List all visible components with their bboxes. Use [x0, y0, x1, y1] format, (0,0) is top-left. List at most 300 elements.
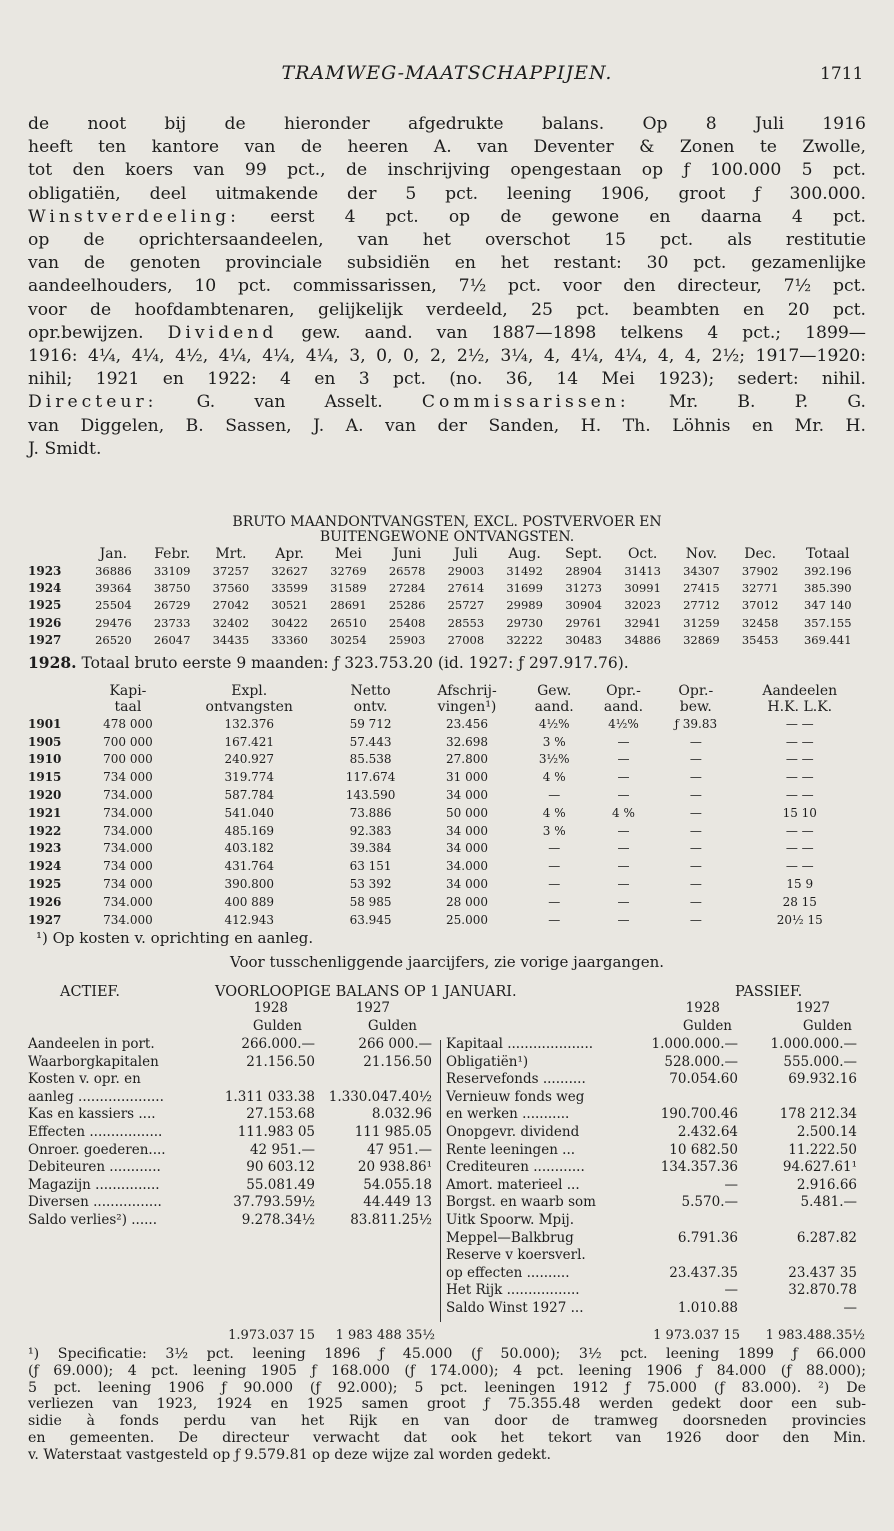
table-row — [28, 614, 866, 631]
table-row — [28, 562, 866, 579]
actief-item: Kosten v. opr. en — [28, 1071, 141, 1088]
passief-1927: 94.627.61¹ — [782, 1159, 857, 1176]
cell-value: 85.538 — [349, 752, 392, 767]
cell-value: 3½% — [538, 752, 570, 767]
row-year: 1924 — [28, 859, 62, 874]
cell-value: — — [548, 877, 561, 892]
passief-1927 — [745, 1247, 857, 1265]
cell-value: 34 000 — [446, 788, 489, 803]
cell-value: 29730 — [506, 615, 543, 630]
balance-title: VOORLOOPIGE BALANS OP 1 JANUARI. — [215, 984, 517, 1000]
passief-item: Reserve v koersverl. — [446, 1247, 586, 1264]
cell-value: 347 140 — [803, 598, 852, 613]
cell-value: — — [617, 859, 630, 874]
actief-item: Saldo verlies²) ...... — [28, 1211, 158, 1228]
actief-1927: 8.032.96 — [371, 1106, 432, 1123]
cell-value: 31 000 — [446, 770, 489, 785]
cell-value: 23.456 — [446, 716, 489, 731]
passief-item: Kapitaal .................... — [446, 1036, 594, 1052]
passief-1927 — [745, 1089, 857, 1107]
cell-value: 26578 — [388, 563, 426, 578]
cell-value: 25.000 — [446, 912, 489, 927]
passief-1928 — [638, 1212, 738, 1230]
cell-value: 37560 — [212, 580, 250, 595]
cell-value: 734.000 — [103, 841, 153, 856]
table-row — [28, 911, 866, 929]
actief-1928 — [210, 1071, 315, 1089]
cell-value: 31413 — [624, 563, 661, 578]
cell-value: — — — [785, 770, 814, 785]
footnote-1: ¹) Op kosten v. oprichting en aanleg. — [36, 929, 314, 947]
cell-value: 59 712 — [349, 716, 392, 731]
passief-1928-values — [638, 1036, 738, 1318]
cell-value: 26520 — [95, 632, 132, 647]
passief-1927: 32.870.78 — [788, 1282, 857, 1299]
cell-value: 32.698 — [446, 734, 489, 749]
cell-value: — — [548, 841, 561, 856]
month-header: Sept. — [565, 546, 603, 562]
passief-1927: 11.222.50 — [788, 1141, 857, 1158]
actief-1928: 1.311 033.38 — [224, 1088, 315, 1105]
actief-1927: 54.055.18 — [363, 1176, 432, 1193]
cell-value: 385.390 — [803, 580, 852, 595]
row-year: 1923 — [28, 841, 62, 856]
cell-value: 39364 — [95, 580, 132, 595]
paragraph-line: van de genoten provinciale subsidiën en het restant: 30 pct. gezamenlijke — [28, 253, 866, 274]
month-header: Aug. — [508, 546, 541, 562]
cell-value: 25727 — [447, 598, 485, 613]
cell-value: — — [617, 841, 630, 856]
table-row — [28, 804, 866, 822]
cell-value: — — [617, 894, 630, 909]
actief-1928: 111.983 05 — [237, 1123, 315, 1140]
column-header-line: Netto — [350, 683, 391, 699]
column-header — [520, 683, 589, 715]
row-year: 1921 — [28, 805, 62, 820]
cell-value: 35453 — [741, 632, 779, 647]
cell-value: 39.384 — [349, 841, 392, 856]
cell-value: 31699 — [506, 580, 543, 595]
cell-value: — — — [785, 823, 814, 838]
actief-1927: 111 985.05 — [354, 1123, 432, 1140]
table-row — [28, 893, 866, 911]
row-year: 1905 — [28, 734, 62, 749]
cell-value: 23733 — [153, 615, 191, 630]
actief-item: Aandeelen in port. — [28, 1036, 155, 1052]
cell-value: 167.421 — [224, 734, 275, 749]
bruto-maandontvangsten-table — [28, 546, 866, 648]
cell-value: 403.182 — [224, 841, 275, 856]
right-gulden-2: Gulden — [802, 1018, 852, 1034]
actief-1927: 20 938.86¹ — [357, 1159, 432, 1176]
actief-1928: 55.081.49 — [246, 1176, 315, 1193]
paragraph-line: nihil; 1921 en 1922: 4 en 3 pct. (no. 36, 14 Mei 1923); sedert: nihil. — [28, 369, 866, 390]
cell-value: ƒ 39.83 — [674, 716, 718, 731]
column-header — [84, 683, 172, 715]
cell-value: — — [689, 752, 702, 767]
cell-value: 700 000 — [103, 752, 153, 767]
row-year: 1920 — [28, 788, 62, 803]
cell-value: — — — [785, 752, 814, 767]
passief-labels — [446, 1036, 642, 1318]
cell-value: 4 % — [542, 770, 566, 785]
cell-value: — — [689, 859, 702, 874]
table-row — [28, 768, 866, 786]
passief-1928: — — [724, 1176, 738, 1193]
actief-item: aanleg .................... — [28, 1088, 164, 1105]
cell-value: — — [617, 877, 630, 892]
cell-value: 32222 — [506, 632, 543, 647]
cell-value: 27008 — [447, 632, 485, 647]
passief-1927: 23.437 35 — [788, 1264, 857, 1281]
month-header: Jan. — [99, 546, 128, 562]
cell-value: 33109 — [153, 563, 191, 578]
cell-value: 32627 — [271, 563, 308, 578]
cell-value: 29989 — [506, 598, 543, 613]
cell-value: 734.000 — [103, 912, 153, 927]
table-row — [28, 786, 866, 804]
cell-value: 25408 — [388, 615, 426, 630]
passief-item: Uitk Spoorw. Mpij. — [446, 1211, 574, 1228]
column-header-line: Opr.- — [678, 683, 714, 699]
passief-item: Het Rijk ................. — [446, 1282, 580, 1299]
column-header-line: aand. — [534, 699, 574, 715]
cell-value: 132.376 — [224, 716, 275, 731]
actief-item: Magazijn ............... — [28, 1176, 160, 1193]
cell-value: 28904 — [565, 563, 602, 578]
cell-value: — — [548, 894, 561, 909]
cell-value: 33360 — [271, 632, 308, 647]
total-1928-text: Totaal bruto eerste 9 maanden: ƒ 323.753.20 (id. 1927: ƒ 297.917.76). — [81, 654, 629, 672]
paragraph-line: 1916: 4¼, 4¼, 4½, 4¼, 4¼, 4¼, 3, 0, 0, 2, 2½, 3¼, 4, 4¼, 4¼, 4, 4, 2½; 1917—1920: — [28, 346, 866, 367]
actief-1927-values — [320, 1036, 432, 1230]
cell-value: 31492 — [506, 563, 543, 578]
cell-value: 15 10 — [782, 805, 817, 820]
cell-value: — — [689, 823, 702, 838]
cell-value: 28 000 — [446, 894, 489, 909]
passief-item: Rente leeningen ... — [446, 1141, 576, 1158]
actief-item: Kas en kassiers .... — [28, 1106, 156, 1123]
actief-1927: 47 951.— — [366, 1141, 432, 1158]
month-header: Apr. — [275, 546, 304, 562]
month-header: Nov. — [685, 546, 718, 562]
passief-item: Obligatiën¹) — [446, 1053, 529, 1070]
table-row — [28, 840, 866, 858]
cell-value: 4½% — [538, 716, 570, 731]
cell-value: 32402 — [212, 615, 250, 630]
month-header: Febr. — [154, 546, 191, 562]
cell-value: — — [689, 734, 702, 749]
passief-1928: 10 682.50 — [669, 1141, 738, 1158]
actief-1928: 27.153.68 — [246, 1106, 315, 1123]
month-header: Juni — [393, 546, 422, 562]
cell-value: 478 000 — [103, 716, 153, 731]
table-row — [28, 822, 866, 840]
passief-1927: 1.000.000.— — [770, 1036, 857, 1052]
cell-value: 31259 — [683, 615, 720, 630]
cell-value: — — — [785, 841, 814, 856]
actief-1928: 90 603.12 — [246, 1159, 315, 1176]
table-row — [28, 733, 866, 751]
cell-value: — — [689, 877, 702, 892]
cell-value: — — [617, 734, 630, 749]
row-year: 1901 — [28, 716, 62, 731]
row-year: 1922 — [28, 823, 62, 838]
cell-value: — — [617, 823, 630, 838]
cell-value: 734 000 — [103, 877, 153, 892]
passief-1927 — [745, 1212, 857, 1230]
cell-value: 27712 — [683, 598, 720, 613]
cell-value: 30991 — [624, 580, 661, 595]
cell-value: 431.764 — [224, 859, 275, 874]
cell-value: 32771 — [741, 580, 779, 595]
cell-value: 30521 — [271, 598, 308, 613]
cell-value: 400 889 — [224, 894, 275, 909]
month-header: Mei — [334, 546, 362, 562]
cell-value: 485.169 — [224, 823, 275, 838]
cell-value: — — [689, 805, 702, 820]
cell-value: 240.927 — [224, 752, 275, 767]
passief-item: Crediteuren ............ — [446, 1159, 585, 1176]
cell-value: 32941 — [624, 615, 661, 630]
paragraph-line: J. Smidt. — [28, 438, 102, 459]
column-header — [415, 683, 520, 715]
passief-1928: 5.570.— — [681, 1194, 738, 1211]
balance-footnotes — [28, 1346, 866, 1464]
passief-item: op effecten .......... — [446, 1264, 570, 1281]
cell-value: 27042 — [212, 598, 250, 613]
cell-value: 700 000 — [103, 734, 153, 749]
cell-value: 34 000 — [446, 877, 489, 892]
cell-value: 734.000 — [103, 823, 153, 838]
column-header-line: Afschrij- — [437, 683, 497, 699]
month-header: Juli — [454, 546, 478, 562]
passief-1928: — — [724, 1282, 738, 1299]
year-header — [28, 683, 84, 715]
cell-value: — — [548, 912, 561, 927]
column-header — [658, 683, 733, 715]
passief-item: Reservefonds .......... — [446, 1071, 586, 1088]
paragraph-line: Winstverdeeling: eerst 4 pct. op de gewone en daarna 4 pct. — [28, 206, 866, 227]
actief-1928: 37.793.59½ — [233, 1194, 315, 1211]
cell-value: 319.774 — [224, 770, 275, 785]
table-row — [28, 857, 866, 875]
cell-value: — — [689, 894, 702, 909]
passief-1927: 69.932.16 — [788, 1071, 857, 1088]
cell-value: 734.000 — [103, 894, 153, 909]
cell-value: 27284 — [388, 580, 426, 595]
footnote-line: verliezen van 1923, 1924 en 1925 samen groot ƒ 75.355.48 werden gedekt door een sub- — [28, 1396, 866, 1413]
cell-value: 58 985 — [349, 894, 392, 909]
cell-value: — — [548, 859, 561, 874]
cell-value: — — — [785, 788, 814, 803]
footnote-line: 5 pct. leening 1906 ƒ 90.000 (ƒ 92.000); 5 pct. leeningen 1912 ƒ 75.000 (ƒ 83.000). ²) De — [28, 1379, 866, 1396]
cell-value: 34307 — [683, 563, 720, 578]
running-header-title: TRAMWEG-MAATSCHAPPIJEN. — [281, 62, 613, 84]
bruto-table-subtitle: BUITENGEWONE ONTVANGSTEN. — [319, 529, 575, 545]
cell-value: 143.590 — [345, 788, 396, 803]
paragraph-line: Directeur: G. van Asselt. Commissarissen: Mr. B. P. G. — [28, 392, 866, 413]
table-row — [28, 579, 866, 596]
cell-value: 32769 — [330, 563, 367, 578]
cell-value: 57.443 — [349, 734, 392, 749]
passief-1928: 1.000.000.— — [651, 1036, 738, 1052]
cell-value: 4 % — [542, 805, 566, 820]
cell-value: 28553 — [447, 615, 485, 630]
table-row — [28, 597, 866, 614]
cell-value: — — [689, 912, 702, 927]
column-header-line: ontvangsten — [205, 699, 293, 715]
row-year: 1927 — [28, 632, 62, 647]
cell-value: 25903 — [388, 632, 426, 647]
cell-value: 734.000 — [103, 805, 153, 820]
actief-1927: 1.330.047.40½ — [328, 1088, 432, 1105]
cell-value: 734 000 — [103, 770, 153, 785]
actief-item: Onroer. goederen.... — [28, 1141, 166, 1158]
cell-value: 34 000 — [446, 823, 489, 838]
passief-1928: 6.791.36 — [677, 1229, 738, 1246]
passief-1928: 2.432.64 — [677, 1123, 738, 1140]
column-header-line: Expl. — [231, 683, 268, 699]
cell-value: 34 000 — [446, 841, 489, 856]
cell-value: 31589 — [330, 580, 367, 595]
paragraph-line: voor de hoofdambtenaren, gelijkelijk verdeeld, 25 pct. beambten en 20 pct. — [28, 299, 866, 320]
cell-value: 734.000 — [103, 788, 153, 803]
column-header — [327, 683, 415, 715]
cell-value: 20½ 15 — [776, 912, 823, 927]
actief-labels — [28, 1036, 218, 1230]
cell-value: 73.886 — [349, 805, 392, 820]
cell-value: 63.945 — [349, 912, 392, 927]
paragraph-line: aandeelhouders, 10 pct. commissarissen, 7½ pct. voor den directeur, 7½ pct. — [28, 276, 866, 297]
month-header: Dec. — [744, 546, 777, 562]
cell-value: — — — [785, 734, 814, 749]
cell-value: 3 % — [542, 734, 566, 749]
passief-item: Borgst. en waarb som — [446, 1194, 596, 1211]
cell-value: 36886 — [95, 563, 132, 578]
row-year: 1923 — [28, 563, 62, 578]
passief-1928: 190.700.46 — [660, 1106, 738, 1123]
actief-1927 — [320, 1071, 432, 1089]
passief-1928: 528.000.— — [664, 1053, 738, 1070]
passief-1928: 1.010.88 — [677, 1299, 738, 1316]
cell-value: — — — [785, 716, 814, 731]
passief-heading: PASSIEF. — [735, 984, 803, 1000]
paragraph-line: tot den koers van 99 pct., de inschrijving opengestaan op ƒ 100.000 5 pct. — [28, 160, 866, 181]
cell-value: 15 9 — [786, 877, 814, 892]
cell-value: 27.800 — [446, 752, 489, 767]
column-header-line: Gew. — [537, 683, 572, 699]
cell-value: 390.800 — [224, 877, 275, 892]
row-year: 1910 — [28, 752, 62, 767]
cell-value: 117.674 — [345, 770, 396, 785]
cell-value: 34435 — [212, 632, 250, 647]
row-year: 1925 — [28, 598, 62, 613]
cell-value: 28691 — [330, 598, 367, 613]
cell-value: 30422 — [271, 615, 308, 630]
cell-value: 25504 — [95, 598, 132, 613]
actief-item: Debiteuren ............ — [28, 1159, 161, 1176]
cell-value: — — [617, 752, 630, 767]
passief-total-1927: 1 983.488.35½ — [765, 1328, 865, 1343]
passief-1927-values — [745, 1036, 857, 1318]
cell-value: 26729 — [153, 598, 191, 613]
right-year-1: 1928 — [685, 1000, 720, 1016]
cell-value: 26510 — [330, 615, 367, 630]
cell-value: 587.784 — [224, 788, 275, 803]
passief-1927: 6.287.82 — [796, 1229, 857, 1246]
cell-value: 26047 — [153, 632, 191, 647]
paragraph-line: opr.bewijzen. Dividend gew. aand. van 1887—1898 telkens 4 pct.; 1899— — [28, 322, 866, 343]
actief-total-1927: 1 983 488 35½ — [335, 1328, 435, 1343]
actief-1928: 9.278.34½ — [241, 1211, 315, 1228]
footnote-line: en gemeenten. De directeur verwacht dat ook het tekort van 1926 door den Min. — [28, 1429, 866, 1446]
cell-value: — — [689, 770, 702, 785]
cell-value: 38750 — [153, 580, 191, 595]
year-header — [28, 546, 84, 562]
cell-value: 63 151 — [349, 859, 392, 874]
cell-value: 31273 — [565, 580, 602, 595]
cell-value: — — [548, 788, 561, 803]
cell-value: — — [617, 912, 630, 927]
passief-item: Saldo Winst 1927 ... — [446, 1299, 584, 1316]
cell-value: 27415 — [683, 580, 720, 595]
passief-item: Onopgevr. dividend — [446, 1123, 580, 1140]
bruto-table-title: BRUTO MAANDONTVANGSTEN, EXCL. POSTVERVOER EN — [232, 514, 662, 530]
cell-value: 32023 — [624, 598, 661, 613]
column-header — [734, 683, 866, 715]
column-header-line: Aandeelen — [762, 683, 838, 699]
actief-heading: ACTIEF. — [60, 984, 120, 1000]
actief-total-1928: 1.973.037 15 — [228, 1328, 315, 1343]
cell-value: 33599 — [271, 580, 308, 595]
actief-item: Diversen ................ — [28, 1194, 162, 1211]
column-header — [172, 683, 327, 715]
cell-value: 50 000 — [446, 805, 489, 820]
cell-value: 34886 — [624, 632, 661, 647]
row-year: 1924 — [28, 580, 62, 595]
row-year: 1926 — [28, 894, 62, 909]
cell-value: 27614 — [447, 580, 485, 595]
cell-value: — — [617, 788, 630, 803]
table-row — [28, 875, 866, 893]
cell-value: 37012 — [741, 598, 779, 613]
cell-value: 369.441 — [803, 632, 852, 647]
capital-results-table — [28, 683, 866, 929]
cell-value: 734 000 — [103, 859, 153, 874]
cell-value: 30904 — [565, 598, 602, 613]
cell-value: — — [689, 841, 702, 856]
body-paragraph — [28, 113, 866, 461]
actief-item: Effecten ................. — [28, 1123, 163, 1140]
passief-1927: 5.481.— — [800, 1194, 857, 1211]
footnote-line: sidie à fonds perdu van het Rijk en van door de tramweg doorsneden provincies — [28, 1413, 866, 1430]
year-1928: 1928. — [28, 653, 77, 672]
month-header: Oct. — [627, 546, 658, 562]
cell-value: — — [617, 770, 630, 785]
passief-total-1928: 1 973.037 15 — [653, 1328, 740, 1343]
column-header-line: taal — [114, 699, 142, 715]
cell-value: 37257 — [212, 563, 250, 578]
passief-1927: — — [843, 1299, 857, 1316]
month-header: Mrt. — [215, 546, 247, 562]
reference-note: Voor tusschenliggende jaarcijfers, zie vorige jaargangen. — [230, 953, 664, 971]
paragraph-line: van Diggelen, B. Sassen, J. A. van der Sanden, H. Th. Löhnis en Mr. H. — [28, 415, 866, 436]
cell-value: 30254 — [330, 632, 367, 647]
right-year-2: 1927 — [795, 1000, 830, 1016]
cell-value: 32869 — [683, 632, 720, 647]
actief-1928-values — [210, 1036, 315, 1230]
